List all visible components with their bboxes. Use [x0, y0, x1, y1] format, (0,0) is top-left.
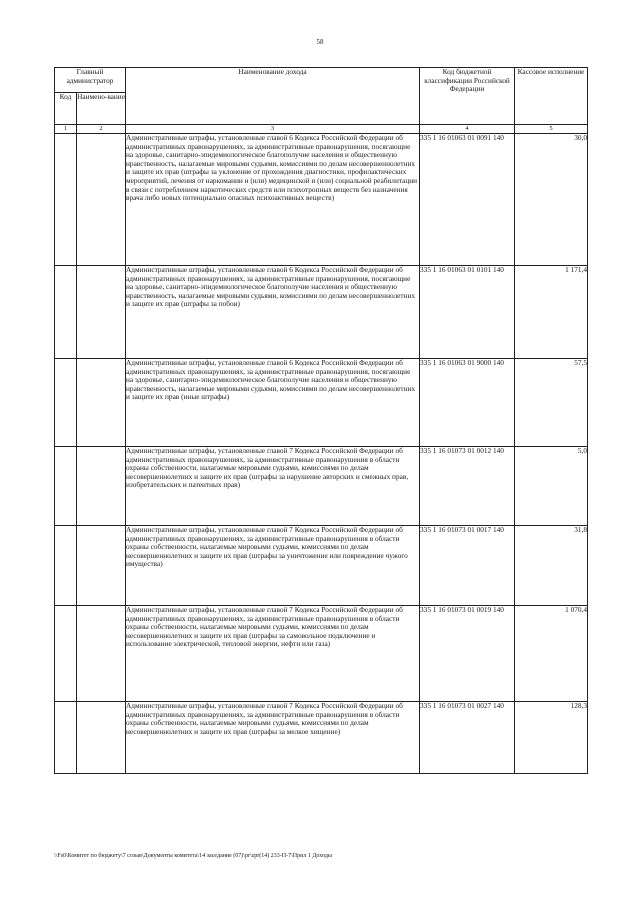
header-admin-name: Наимено-вание	[77, 93, 126, 125]
code-cell	[55, 447, 77, 526]
kbk-cell: 335 1 16 01063 01 0091 140	[420, 134, 515, 266]
amount-cell: 31,8	[515, 526, 588, 606]
table-row	[55, 447, 588, 526]
column-number: 3	[126, 125, 420, 134]
admin-name-cell	[77, 702, 126, 774]
kbk-cell: 335 1 16 01063 01 0101 140	[420, 266, 515, 359]
admin-name-cell	[77, 447, 126, 526]
amount-cell: 30,0	[515, 134, 588, 266]
column-number: 4	[420, 125, 515, 134]
kbk-cell: 335 1 16 01073 01 0017 140	[420, 526, 515, 606]
code-cell	[55, 266, 77, 359]
admin-name-cell	[77, 134, 126, 266]
table-row	[55, 606, 588, 702]
code-cell	[55, 606, 77, 702]
header-admin-group: Главный администратор	[55, 68, 126, 93]
code-cell	[55, 359, 77, 447]
income-name-cell: Административные штрафы, установленные главой 7 Кодекса Российской Федерации об административных правонарушениях, за административные правонарушения в области охраны собственности, налагаемые мировыми судьями, комиссиями по делам несовершеннолетних и защите их прав (штрафы за уничтожение или повреждение чужого имущества)	[126, 526, 420, 606]
page-number: 58	[316, 38, 324, 46]
header-income-name: Наименование дохода	[126, 68, 420, 125]
header-cash: Кассовое исполнение	[515, 68, 588, 125]
admin-name-cell	[77, 359, 126, 447]
amount-cell: 1 070,4	[515, 606, 588, 702]
amount-cell: 1 171,4	[515, 266, 588, 359]
admin-name-cell	[77, 606, 126, 702]
code-cell	[55, 702, 77, 774]
code-cell	[55, 134, 77, 266]
amount-cell: 57,5	[515, 359, 588, 447]
kbk-cell: 335 1 16 01073 01 0027 140	[420, 702, 515, 774]
code-cell	[55, 526, 77, 606]
table-row	[55, 359, 588, 447]
table-row	[55, 526, 588, 606]
table-row	[55, 134, 588, 266]
table-row	[55, 266, 588, 359]
column-number: 5	[515, 125, 588, 134]
income-name-cell: Административные штрафы, установленные главой 6 Кодекса Российской Федерации об административных правонарушениях, за административные правонарушения, посягающие на здоровье, санитарно-эпидемиологическое благополучие населения и общественную нравственность, налагаемые мировыми судьями, комиссиями по делам несовершеннолетних и защите их прав (штрафы за уклонение от прохождения диагностики, профилактических мероприятий, лечения от наркомании и (или) медицинской и (или) социальной реабилитации в связи с потреблением наркотических средств или психотропных веществ без назначения врача либо новых потенциально опасных психоактивных веществ)	[126, 134, 420, 266]
footer-file-path: \\Fs0\Комитет по бюджету\7 созыв\Документы комитета\14 заседание (07)\pr\zpr(14) 233-П-7\Прил 1 Доходы	[54, 853, 332, 859]
income-name-cell: Административные штрафы, установленные главой 7 Кодекса Российской Федерации об административных правонарушениях, за административные правонарушения в области охраны собственности, налагаемые мировыми судьями, комиссиями по делам несовершеннолетних и защите их прав (штрафы за нарушение авторских и смежных прав, изобретательских и патентных прав)	[126, 447, 420, 526]
table-row	[55, 702, 588, 774]
kbk-cell: 335 1 16 01073 01 0019 140	[420, 606, 515, 702]
kbk-cell: 335 1 16 01063 01 9000 140	[420, 359, 515, 447]
kbk-cell: 335 1 16 01073 01 0012 140	[420, 447, 515, 526]
income-name-cell: Административные штрафы, установленные главой 6 Кодекса Российской Федерации об административных правонарушениях, за административные правонарушения, посягающие на здоровье, санитарно-эпидемиологическое благополучие населения и общественную нравственность, налагаемые мировыми судьями, комиссиями по делам несовершеннолетних и защите их прав (штрафы за побои)	[126, 266, 420, 359]
income-table	[54, 67, 588, 774]
header-code: Код	[55, 93, 77, 125]
header-kbk: Код бюджетной классификации Российской Федерации	[420, 68, 515, 125]
column-number: 1	[55, 125, 77, 134]
income-name-cell: Административные штрафы, установленные главой 6 Кодекса Российской Федерации об административных правонарушениях, за административные правонарушения, посягающие на здоровье, санитарно-эпидемиологическое благополучие населения и общественную нравственность, налагаемые мировыми судьями, комиссиями по делам несовершеннолетних и защите их прав (иные штрафы)	[126, 359, 420, 447]
admin-name-cell	[77, 266, 126, 359]
amount-cell: 5,0	[515, 447, 588, 526]
amount-cell: 128,3	[515, 702, 588, 774]
admin-name-cell	[77, 526, 126, 606]
column-number: 2	[77, 125, 126, 134]
income-name-cell: Административные штрафы, установленные главой 7 Кодекса Российской Федерации об административных правонарушениях, за административные правонарушения в области охраны собственности, налагаемые мировыми судьями, комиссиями по делам несовершеннолетних и защите их прав (штрафы за мелкое хищение)	[126, 702, 420, 774]
income-name-cell: Административные штрафы, установленные главой 7 Кодекса Российской Федерации об административных правонарушениях, за административные правонарушения в области охраны собственности, налагаемые мировыми судьями, комиссиями по делам несовершеннолетних и защите их прав (штрафы за самовольное подключение и использование электрической, тепловой энергии, нефти или газа)	[126, 606, 420, 702]
